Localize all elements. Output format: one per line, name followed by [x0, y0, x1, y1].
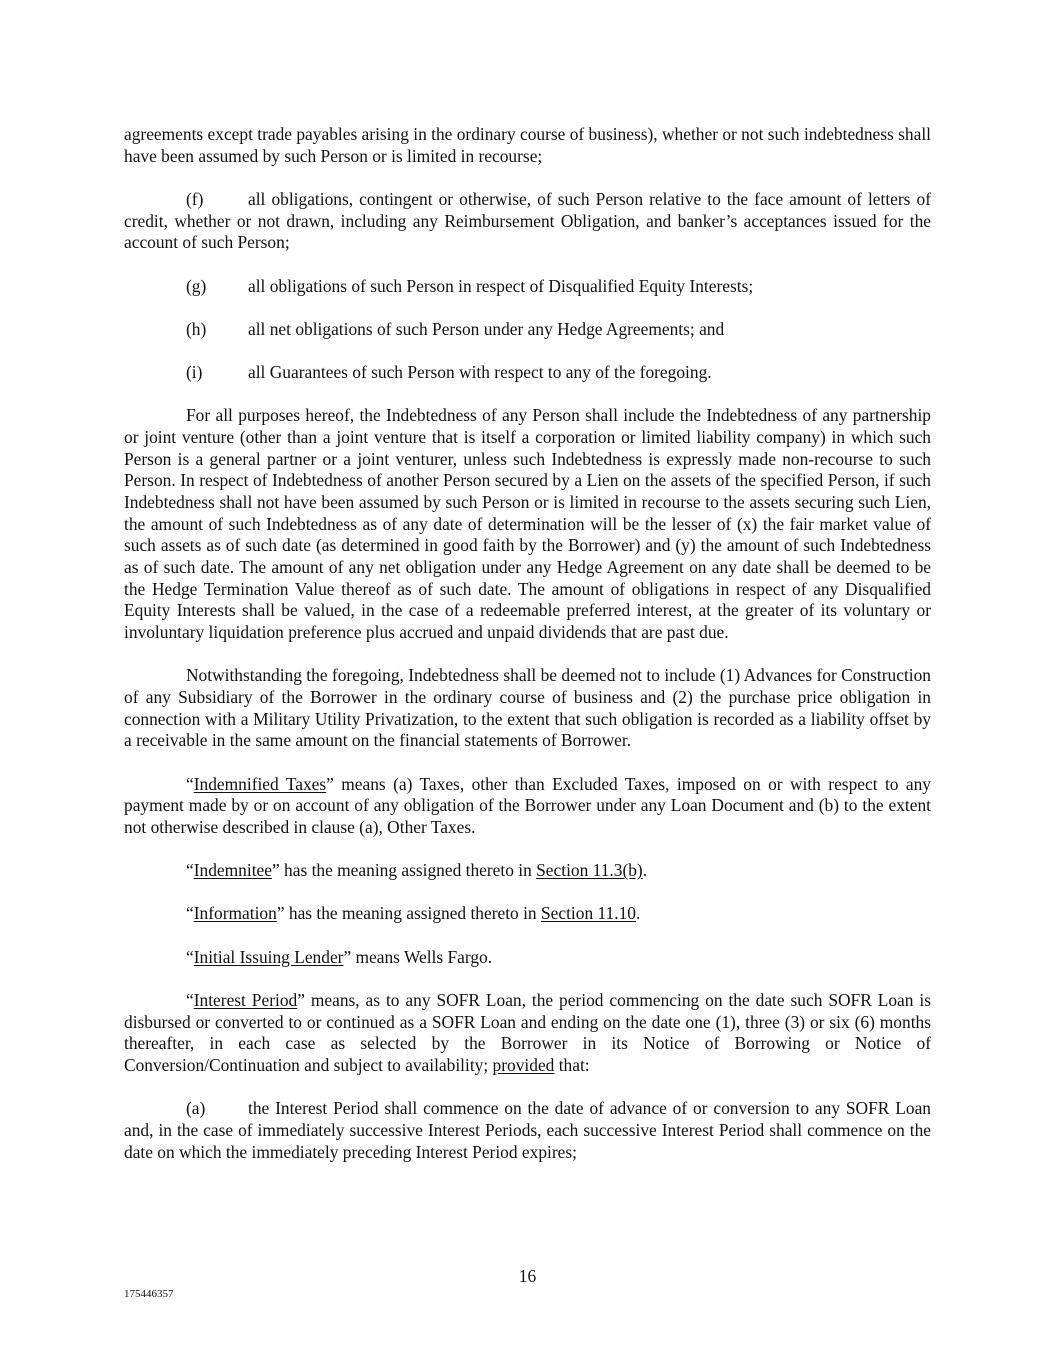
clause-g [124, 276, 931, 298]
term-indemnified-taxes: Indemnified Taxes [193, 773, 327, 794]
section-reference-11-10: Section 11.10 [540, 903, 636, 924]
clause-i-marker: (i) [186, 361, 203, 382]
document-id: 175446357 [124, 1288, 174, 1300]
clause-f [124, 189, 931, 254]
definition-information [124, 903, 931, 925]
open-quote: “ [186, 773, 194, 794]
definition-initial-issuing-lender [124, 947, 931, 969]
clause-f-text: all obligations, contingent or otherwise, of such Person relative to the face amount of letters of credit, whether or not drawn, including any Reimbursement Obligation, and banker’s acceptances issued for the account of such Person; [124, 188, 931, 253]
clause-f-marker: (f) [186, 188, 204, 209]
definition-indemnified-taxes [124, 774, 931, 839]
clause-g-marker: (g) [186, 275, 207, 296]
clause-i-text: all Guarantees of such Person with respect to any of the foregoing. [248, 361, 712, 382]
term-information: Information [193, 903, 277, 924]
clause-h [124, 319, 931, 341]
definition-text: ” means Wells Fargo. [343, 946, 493, 967]
section-reference-11-3-b: Section 11.3(b) [536, 860, 643, 881]
provided-term: provided [492, 1055, 555, 1075]
document-body [124, 124, 931, 1185]
open-quote: “ [186, 989, 194, 1010]
definition-text: ” has the meaning assigned thereto in [276, 903, 541, 924]
term-initial-issuing-lender: Initial Issuing Lender [193, 946, 344, 967]
definition-text: ” means (a) Taxes, other than Excluded Taxes, imposed on or with respect to any payment made by or on account of any obligation of the Borrower under any Loan Document and (b) to the extent not otherwise described in clause (a), Other Taxes. [124, 773, 931, 838]
paragraph-notwithstanding: Notwithstanding the foregoing, Indebtedness shall be deemed not to include (1) Advances for Construction of any Subsidiary of the Borrower in the ordinary course of business and (2) the purchase price obligation in connection with a Military Utility Privatization, to the extent that such obligation is recorded as a liability offset by a receivable in the same amount on the financial statements of Borrower. [124, 665, 931, 751]
clause-h-text: all net obligations of such Person under any Hedge Agreements; and [248, 318, 725, 339]
that-text: that: [554, 1055, 590, 1075]
open-quote: “ [186, 860, 194, 881]
clause-a [124, 1098, 931, 1163]
definition-interest-period [124, 990, 931, 1077]
period: . [635, 903, 641, 924]
clause-i [124, 362, 931, 384]
term-interest-period: Interest Period [193, 989, 298, 1010]
definition-text: ” has the meaning assigned thereto in [271, 860, 537, 881]
definition-indemnitee [124, 860, 931, 882]
clause-g-text: all obligations of such Person in respect of Disqualified Equity Interests; [248, 275, 754, 296]
clause-a-text: the Interest Period shall commence on the date of advance of or conversion to any SOFR Loan and, in the case of immediately successive Interest Periods, each successive Interest Period shall commence on the date on which the immediately preceding Interest Period expires; [124, 1098, 931, 1162]
period: . [642, 860, 648, 881]
open-quote: “ [186, 946, 194, 967]
page-number: 16 [518, 1266, 537, 1286]
clause-a-marker: (a) [186, 1098, 206, 1119]
open-quote: “ [186, 903, 194, 924]
paragraph-continuation: agreements except trade payables arising in the ordinary course of business), whether or not such indebtedness shall have been assumed by such Person or is limited in recourse; [124, 124, 931, 166]
clause-h-marker: (h) [186, 318, 207, 339]
term-indemnitee: Indemnitee [193, 860, 272, 881]
paragraph-for-all-purposes: For all purposes hereof, the Indebtedness of any Person shall include the Indebtedness of any partnership or joint venture (other than a joint venture that is itself a corporation or limited liability company) in which such Person is a general partner or a joint venturer, unless such Indebtedness is expressly made non-recourse to such Person. In respect of Indebtedness of another Person secured by a Lien on the assets of the specified Person, if such Indebtedness shall not have been assumed by such Person or is limited in recourse to the assets securing such Lien, the amount of such Indebtedness as of any date of determination will be the lesser of (x) the fair market value of such assets as of such date (as determined in good faith by the Borrower) and (y) the amount of such Indebtedness as of such date. The amount of any net obligation under any Hedge Agreement on any date shall be deemed to be the Hedge Termination Value thereof as of such date. The amount of obligations in respect of any Disqualified Equity Interests shall be valued, in the case of a redeemable preferred interest, at the greater of its voluntary or involuntary liquidation preference plus accrued and unpaid dividends that are past due. [124, 405, 931, 643]
definition-text: ” means, as to any SOFR Loan, the period commencing on the date such SOFR Loan is disbursed or converted to or continued as a SOFR Loan and ending on the date one (1), three (3) or six (6) months thereafter, in each case as selected by the Borrower in its Notice of Borrowing or Notice of Conversion/Continuation and subject to availability; [124, 989, 931, 1075]
